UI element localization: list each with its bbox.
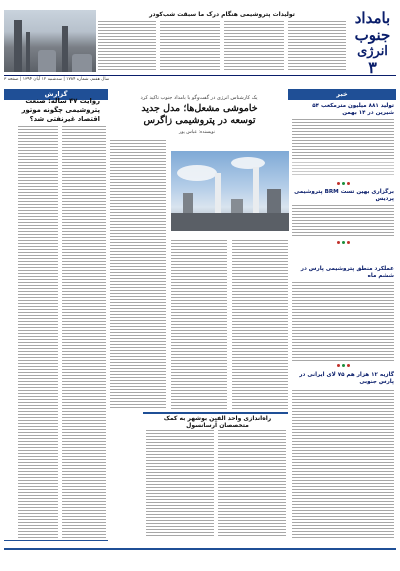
main-story-title-line: خاموشی مشعل‌ها؛ مدل جدید — [141, 103, 258, 114]
news-item-title: عملکرد منطق پتروشیمی پارس در ششم ماه — [300, 266, 394, 279]
page-number: ۳ — [368, 58, 377, 77]
report-column — [18, 126, 58, 538]
masthead-title: بامداد جنوب — [354, 9, 391, 44]
news-item-title: برگزاری بهین تست BRM پتروشیمی پردیس — [294, 189, 394, 202]
news-separator — [292, 241, 394, 244]
news-item-body — [292, 119, 394, 159]
top-story-column — [288, 21, 346, 71]
main-story-column — [171, 240, 227, 410]
news-item-body — [292, 162, 394, 176]
bottom-story-column — [146, 430, 214, 538]
footer-rule — [4, 548, 396, 550]
main-story-column — [110, 140, 166, 410]
news-item-body — [292, 390, 394, 538]
report-column — [62, 126, 106, 538]
bottom-story-column — [218, 430, 286, 538]
top-story-column — [98, 21, 156, 71]
masthead-section: انرژی — [357, 44, 388, 59]
news-section-tag: خبر — [288, 89, 396, 100]
top-story-column — [160, 21, 220, 71]
main-story-title — [112, 103, 287, 127]
news-item-title: گازیه ۱۲ هزار هم ۷۵ لای ایرانی در پارس جنوبی — [299, 372, 394, 385]
report-section-tag: گزارش — [4, 89, 108, 100]
masthead — [349, 10, 396, 82]
report-rule — [4, 540, 108, 541]
main-photo-caption — [171, 232, 289, 239]
main-story-column — [232, 240, 288, 410]
top-story-photo — [4, 10, 96, 72]
main-story-title-line: توسعه در پتروشیمی زاگرس — [143, 115, 256, 126]
news-separator — [292, 364, 394, 367]
bottom-story-title: راه‌اندازی واحد الفین بوشهر به کمک متخصصان آرسانسول — [163, 415, 272, 429]
news-item-body — [292, 205, 394, 237]
top-story-column — [224, 21, 284, 71]
top-story-headline: تولیدات پتروشیمی هنگام درک ما سبقت شب‌کودر — [149, 11, 295, 18]
news-separator — [292, 182, 394, 185]
main-story-photo — [171, 151, 289, 231]
report-title: روایت ۴۷ ساله: صنعت پتروشیمی چگونه موتور اقتصاد غیرنفتی شد؟ — [21, 97, 100, 123]
main-story-kicker: یک کارشناس انرژی در گفت‌وگو با بامداد جنوب تاکید کرد — [140, 95, 258, 101]
news-item-body — [292, 282, 394, 362]
news-item-title: تولید ۸۸۱ میلیون مترمکعب ۵۴ شیرین در ۱۴ بهمن — [312, 103, 394, 116]
byline: نویسنده: عباس پور — [179, 130, 215, 135]
dateline: سال هفتم، شماره ۱۷۸۴ | سه‌شنبه ۱۲ آبان ۱۳۹۴ | صفحه ۳ — [4, 75, 396, 82]
